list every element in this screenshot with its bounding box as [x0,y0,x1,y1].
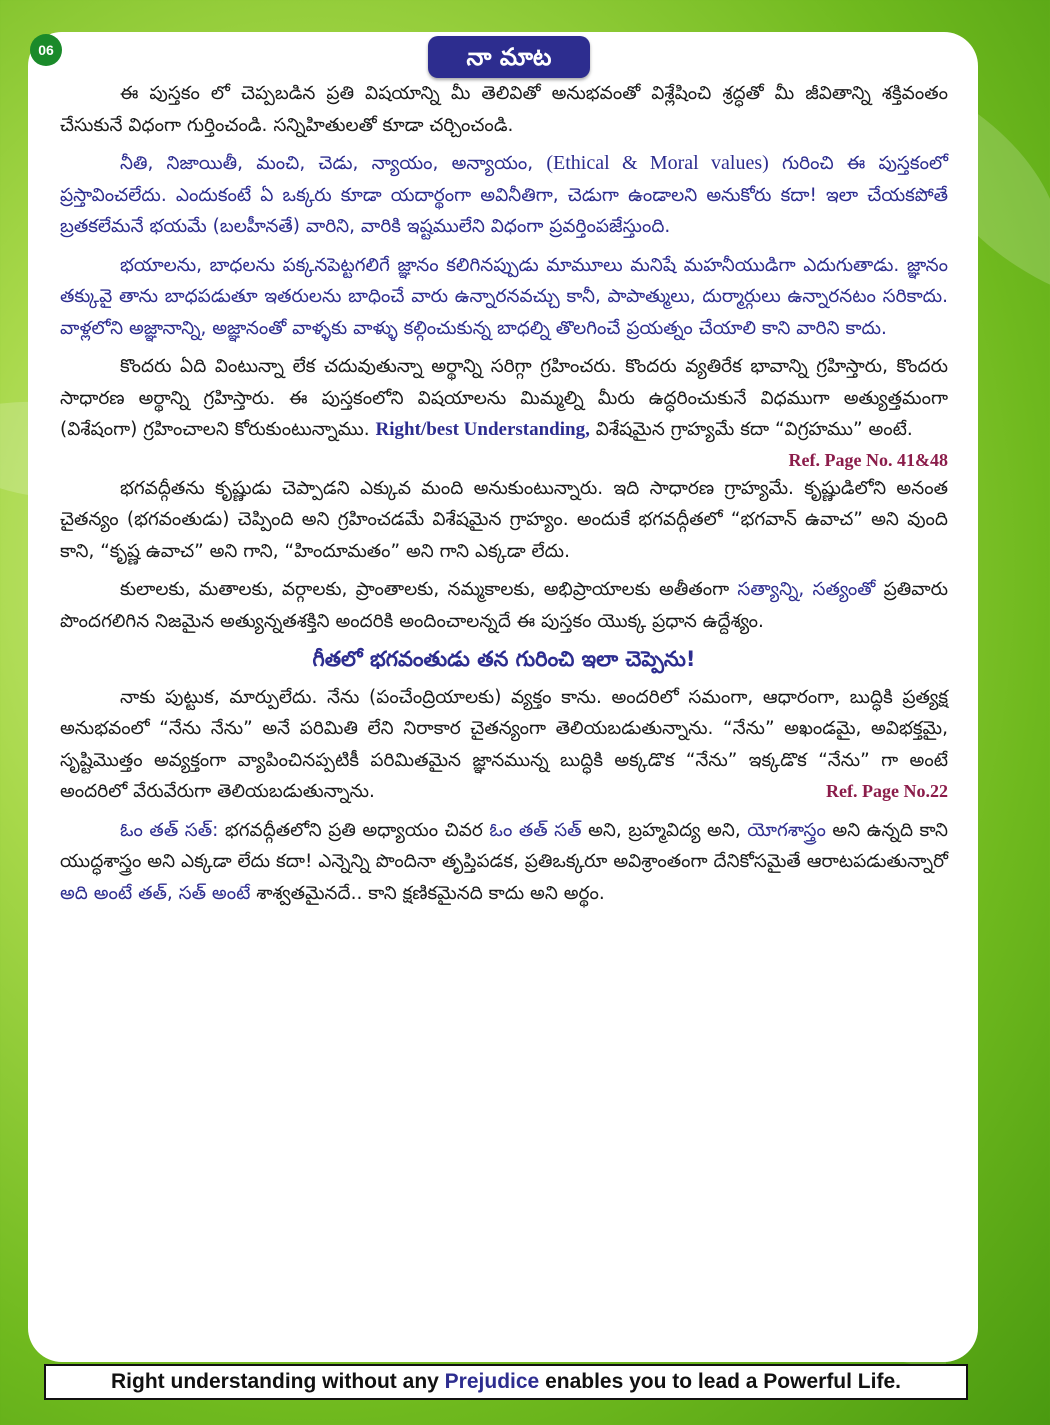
article-body [60,78,948,916]
english-phrase: (Ethical & Moral values) [546,152,769,174]
highlight-text: అది అంటే తత్, సత్ అంటే [60,882,251,904]
paragraph [60,250,948,345]
section-heading: గీతలో భగవంతుడు తన గురించి ఇలా చెప్పెను! [312,647,696,671]
paragraph-text: నాకు పుట్టుక, మార్పులేదు. నేను (పంచేంద్రియాలకు) వ్యక్తం కాను. అందరిలో సమంగా, ఆధారంగా, బుద్ధికి ప్రత్యక్ష అనుభవంలో “నేను నేను” అనే పరిమితి లేని నిరాకార చైతన్యంగా తెలియబడుతున్నాను. “నేను” అఖండమై, అవిభక్తమై, సృష్టిమొత్తం అవ్యక్తంగా వ్యాపించినప్పటికీ పరిమితమైన జ్ఞానమున్న బుద్ధికి అక్కడొక “నేను” ఇక్కడొక “నేను” గా అంటే అందరిలో వేరువేరుగా తెలియబడుతున్నాను. [60,686,948,802]
page-title: నా మాట [428,36,590,78]
english-phrase: Right/best Understanding, [375,419,590,440]
paragraph-text: భయాలను, బాధలను పక్కనపెట్టగలిగే జ్ఞానం కలిగినప్పుడు మామూలు మనిషే మహనీయుడిగా ఎదుగుతాడు. జ్ఞానం తక్కువై తాను బాధపడుతూ ఇతరులను బాధించే వారు ఉన్నారనవచ్చు కానీ, పాపాత్ములు, దుర్మార్గులు ఉన్నారనటం సరికాదు. వాళ్లలోని అజ్ఞానాన్ని, అజ్ఞానంతో వాళ్ళకు వాళ్ళు కల్గించుకున్న బాధల్ని తొలగించే ప్రయత్నం చేయాలి కాని వారిని కాదు. [60,254,948,339]
page-reference: Ref. Page No.22 [826,781,948,801]
paragraph [60,815,948,910]
paragraph-text: అని, బ్రహ్మవిద్య అని, [588,819,741,841]
highlight-text: సత్యాన్ని, సత్యంతో [737,579,876,600]
paragraph [60,351,948,446]
highlight-text: ఓం తత్ సత్ [489,819,582,841]
paragraph [60,682,948,808]
footer-text: enables you to lead a Powerful Life. [545,1370,901,1393]
paragraph-text: ఈ పుస్తకం లో చెప్పబడిన ప్రతి విషయాన్ని మీ తెలివితో అనుభవంతో విశ్లేషించి శ్రద్ధతో మీ జీవితాన్ని శక్తివంతం చేసుకునే విధంగా గుర్తించండి. సన్నిహితులతో కూడా చర్చించండి. [60,83,948,136]
footer-highlight: Prejudice [444,1370,540,1393]
highlight-text: ఓం తత్ సత్: [120,819,219,841]
paragraph [60,78,948,141]
footer-text: Right understanding without any [111,1370,439,1393]
paragraph-text: శాశ్వతమైనదే.. కాని క్షణికమైనది కాదు అని అర్థం. [256,882,605,904]
paragraph-text: భగవద్గీతలోని ప్రతి అధ్యాయం చివర [224,819,483,841]
paragraph [60,148,948,243]
paragraph-text: కొందరు ఏది వింటున్నా లేక చదువుతున్నా అర్థాన్ని సరిగ్గా గ్రహించరు. కొందరు వ్యతిరేక భావాన్ని గ్రహిస్తారు, కొందరు సాధారణ అర్థాన్ని గ్రహిస్తారు. ఈ పుస్తకంలోని విషయాలను మిమ్మల్ని మీరు ఉద్ధరించుకునే విధముగా అత్యుత్తమంగా (విశేషంగా) గ్రహించాలని కోరుకుంటున్నాము. [60,356,948,440]
paragraph-text: ప్రతివారు పొందగలిగిన నిజమైన అత్యున్నతశక్తిని అందరికి అందించాలన్నదే ఈ పుస్తకం యొక్క ప్రధాన ఉద్దేశ్యం. [60,579,949,632]
paragraph-text: విశేషమైన గ్రాహ్యమే కదా “విగ్రహము” అంటే. [595,419,913,440]
page-number-badge: 06 [30,34,62,66]
paragraph-text: భగవద్గీతను కృష్ణుడు చెప్పాడని ఎక్కువ మంది అనుకుంటున్నారు. ఇది సాధారణ గ్రాహ్యమే. కృష్ణుడిలోని అనంత చైతన్యం (భగవంతుడు) చెప్పింది అని గ్రహించడమే విశేషమైన గ్రాహ్యం. అందుకే భగవద్గీతలో “భగవాన్ ఉవాచ” అని వుంది కాని, “కృష్ణ ఉవాచ” అని గాని, “హిందూమతం” అని గాని ఎక్కడా లేదు. [60,477,948,562]
highlight-text: యోగశాస్త్రం [747,819,826,841]
paragraph-text: అని ఉన్నది కాని యుద్ధశాస్త్రం అని ఎక్కడా లేదు కదా! ఎన్నెన్ని పొందినా తృప్తిపడక, ప్రతిఒక్కరూ అవిశ్రాంతంగా దేనికోసమైతే ఆరాటపడుతున్నారో [60,819,948,872]
paragraph [60,473,948,568]
paragraph-text: గురించి ఈ పుస్తకంలో ప్రస్తావించలేదు. ఎందుకంటే ఏ ఒక్కరు కూడా యదార్థంగా అవినీతిగా, చెడుగా ఉండాలని అనుకోరు కదా! ఇలా చేయకపోతే బ్రతకలేమనే భయమే (బలహీనతే) వారిని, వారికి ఇష్టములేని విధంగా ప్రవర్తింపజేస్తుంది. [60,153,948,237]
paragraph [60,574,948,637]
paragraph-text: కులాలకు, మతాలకు, వర్గాలకు, ప్రాంతాలకు, నమ్మకాలకు, అభిప్రాయాలకు అతీతంగా [120,579,730,600]
paragraph-text: నీతి, నిజాయితీ, మంచి, చెడు, న్యాయం, అన్యాయం, [120,153,534,174]
page-reference: Ref. Page No. 41&48 [788,449,948,470]
footer-banner [44,1364,968,1400]
